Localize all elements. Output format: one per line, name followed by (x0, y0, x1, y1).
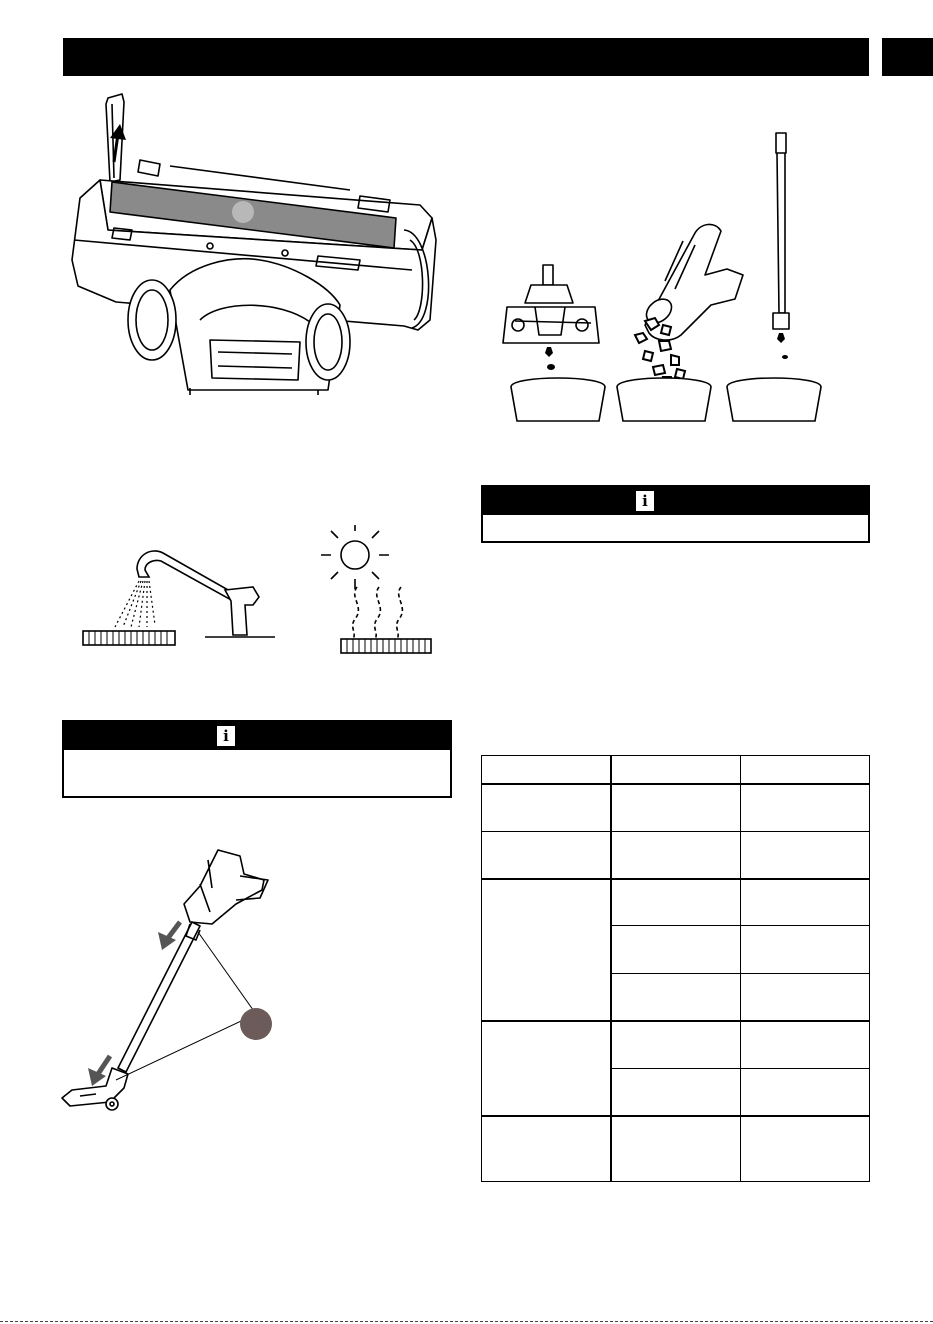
info-icon: i (636, 491, 654, 511)
page-number-tab (882, 38, 933, 76)
info-icon: i (217, 726, 235, 746)
note-box-left (62, 720, 452, 798)
note-box-right (481, 485, 870, 543)
brush-head-illustration (60, 90, 450, 395)
header-bar (63, 38, 869, 76)
page-trim-line (0, 1321, 933, 1322)
wash-and-dry-filter-illustration (75, 525, 445, 660)
emptying-debris-illustration (495, 125, 845, 425)
note-text (64, 750, 450, 766)
vacuum-assembly-illustration (50, 840, 290, 1125)
note-header (64, 722, 450, 750)
note-header (483, 487, 868, 515)
specification-table (481, 755, 870, 1182)
note-text (483, 515, 868, 527)
